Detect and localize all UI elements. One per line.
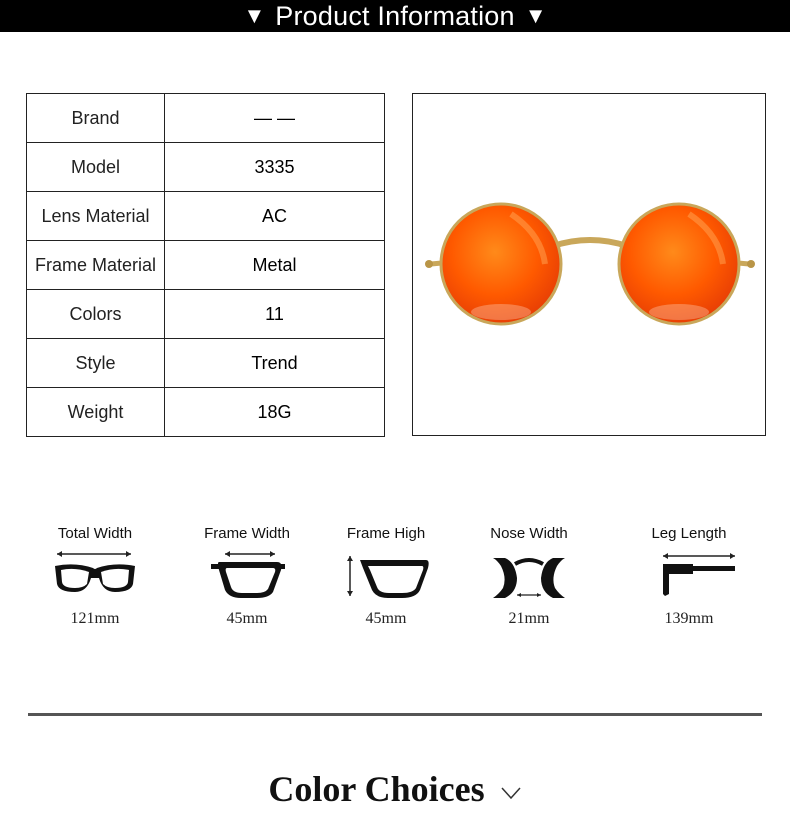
measurement-value: 45mm <box>226 610 268 627</box>
spec-label: Frame Material <box>27 241 165 290</box>
spec-value: AC <box>165 192 385 241</box>
spec-label: Colors <box>27 290 165 339</box>
spec-value: — — <box>165 94 385 143</box>
measurement-value: 139mm <box>664 610 714 627</box>
spec-label: Weight <box>27 388 165 437</box>
chevron-down-icon <box>500 786 522 800</box>
spec-label: Brand <box>27 94 165 143</box>
table-row <box>27 290 385 339</box>
spec-value: 3335 <box>165 143 385 192</box>
product-image <box>412 93 766 436</box>
table-row <box>27 241 385 290</box>
spec-value: Metal <box>165 241 385 290</box>
spec-label: Model <box>27 143 165 192</box>
measurement-label: Total Width <box>57 525 133 542</box>
spec-label: Style <box>27 339 165 388</box>
down-triangle-icon: ▼ <box>524 3 547 28</box>
measurement-total-width <box>30 520 160 628</box>
measurement-leg-length <box>624 520 754 628</box>
table-row <box>27 143 385 192</box>
frame-width-icon <box>197 548 297 604</box>
measurement-value: 45mm <box>365 610 407 627</box>
section-header-banner <box>0 0 790 32</box>
nose-width-icon <box>479 548 579 604</box>
spec-value: 18G <box>165 388 385 437</box>
spec-value: Trend <box>165 339 385 388</box>
color-choices-heading <box>0 768 790 810</box>
table-row <box>27 388 385 437</box>
measurement-label: Frame Width <box>204 525 290 542</box>
measurement-value: 121mm <box>70 610 120 627</box>
leg-length-icon <box>639 548 739 604</box>
down-triangle-icon: ▼ <box>243 3 266 28</box>
section-title: Product Information <box>275 0 515 31</box>
table-row <box>27 94 385 143</box>
round-sunglasses-icon <box>413 94 767 437</box>
measurement-nose-width <box>464 520 594 628</box>
frame-high-icon <box>336 548 436 604</box>
color-choices-title: Color Choices <box>268 769 485 809</box>
measurement-label: Nose Width <box>490 525 568 542</box>
table-row <box>27 339 385 388</box>
spec-label: Lens Material <box>27 192 165 241</box>
section-divider <box>28 713 762 716</box>
measurement-frame-width <box>182 520 312 628</box>
spec-table <box>26 93 385 437</box>
spec-value: 11 <box>165 290 385 339</box>
measurement-label: Leg Length <box>651 525 727 542</box>
total-width-icon <box>45 548 145 604</box>
measurement-label: Frame High <box>346 525 426 542</box>
measurement-frame-high <box>321 520 451 628</box>
table-row <box>27 192 385 241</box>
measurement-value: 21mm <box>508 610 550 627</box>
